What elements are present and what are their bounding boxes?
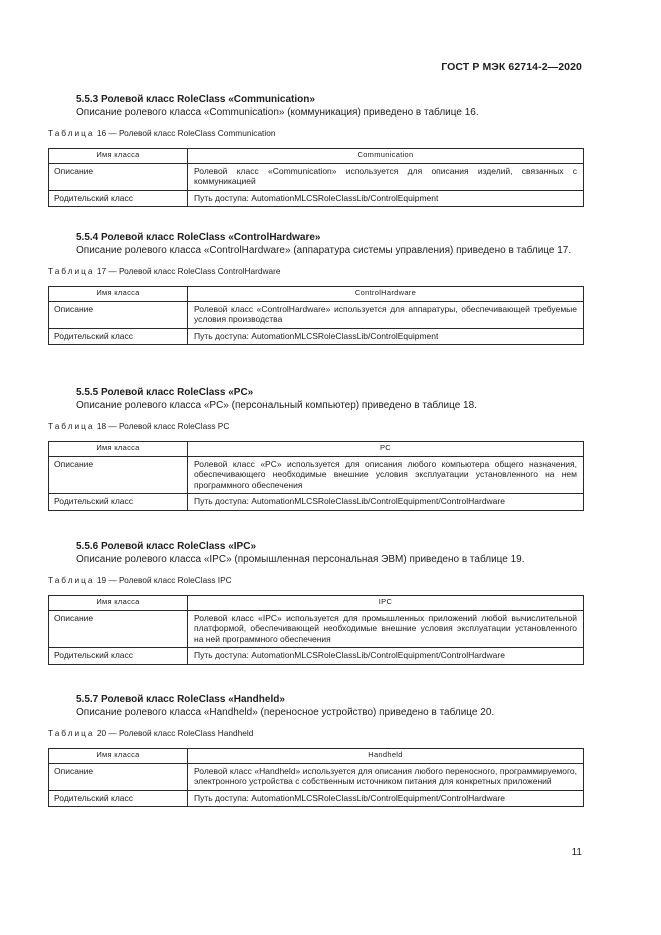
column-header-name: Имя класса xyxy=(49,287,188,302)
table-caption-text: 17 — Ролевой класс RoleClass ControlHardware xyxy=(94,266,281,276)
table-caption-text: 19 — Ролевой класс RoleClass IPC xyxy=(94,575,232,585)
column-header-name: Имя класса xyxy=(49,749,188,764)
row-label: Родительский класс xyxy=(49,494,188,511)
section-title: 5.5.4 Ролевой класс RoleClass «ControlHardware» xyxy=(76,232,321,243)
table-caption-word: Таблица xyxy=(48,266,95,276)
role-class-table xyxy=(48,286,584,345)
table-row xyxy=(49,163,584,190)
row-value: Ролевой класс «Handheld» используется для описания любого переносного, программируемого, электронного устройства с собственным источником питания для конкретных приложений xyxy=(188,763,584,790)
column-header-name: Имя класса xyxy=(49,442,188,457)
row-label: Описание xyxy=(49,456,188,494)
section-pc xyxy=(48,386,584,511)
table-caption-text: 20 — Ролевой класс RoleClass Handheld xyxy=(94,728,254,738)
row-value: Путь доступа: AutomationMLCSRoleClassLib/ControlEquipment/ControlHardware xyxy=(188,648,584,665)
column-header-name: Имя класса xyxy=(49,596,188,611)
table-row xyxy=(49,648,584,665)
row-value: Путь доступа: AutomationMLCSRoleClassLib/ControlEquipment/ControlHardware xyxy=(188,790,584,807)
section-ipc xyxy=(48,540,584,665)
role-class-table xyxy=(48,748,584,807)
column-header-value: ControlHardware xyxy=(188,287,584,302)
row-value: Ролевой класс «PC» используется для описания любого компьютера общего назначения, обеспечивающего необходимые внешние условия эксплуатации установленного на нем программного обеспечения xyxy=(188,456,584,494)
table-header-row xyxy=(49,287,584,302)
table-caption xyxy=(48,128,584,139)
section-intro: Описание ролевого класса «ControlHardware» (аппаратура системы управления) приведено в таблице 17. xyxy=(76,245,572,256)
table-row xyxy=(49,456,584,494)
section-title: 5.5.3 Ролевой класс RoleClass «Communication» xyxy=(76,94,315,105)
row-label: Описание xyxy=(49,301,188,328)
table-row xyxy=(49,790,584,807)
table-row xyxy=(49,610,584,648)
section-intro: Описание ролевого класса «IPC» (промышленная персональная ЭВМ) приведено в таблице 19. xyxy=(76,554,525,565)
section-title: 5.5.7 Ролевой класс RoleClass «Handheld» xyxy=(76,694,285,705)
table-header-row xyxy=(49,442,584,457)
table-caption-text: 18 — Ролевой класс RoleClass PC xyxy=(94,421,230,431)
row-label: Описание xyxy=(49,763,188,790)
table-caption-word: Таблица xyxy=(48,421,95,431)
row-value: Ролевой класс «Communication» используется для описания изделий, связанных с коммуникацией xyxy=(188,163,584,190)
table-caption xyxy=(48,421,584,432)
row-value: Путь доступа: AutomationMLCSRoleClassLib/ControlEquipment/ControlHardware xyxy=(188,494,584,511)
section-intro: Описание ролевого класса «PC» (персональный компьютер) приведено в таблице 18. xyxy=(76,400,477,411)
column-header-value: Handheld xyxy=(188,749,584,764)
table-row xyxy=(49,328,584,345)
table-header-row xyxy=(49,596,584,611)
row-value: Ролевой класс «IPC» используется для промышленных приложений любой вычислительной платформой, обеспечивающей необходимые внешние условия эксплуатации установленного на ней программного обеспечения xyxy=(188,610,584,648)
row-label: Описание xyxy=(49,163,188,190)
row-value: Ролевой класс «ControlHardware» используется для аппаратуры, обеспечивающей требуемые условия производства xyxy=(188,301,584,328)
role-class-table xyxy=(48,441,584,511)
row-label: Родительский класс xyxy=(49,328,188,345)
row-label: Описание xyxy=(49,610,188,648)
table-row xyxy=(49,763,584,790)
document-header: ГОСТ Р МЭК 62714-2—2020 xyxy=(441,61,582,73)
page-number: 11 xyxy=(571,847,582,858)
row-value: Путь доступа: AutomationMLCSRoleClassLib/ControlEquipment xyxy=(188,328,584,345)
column-header-value: IPC xyxy=(188,596,584,611)
table-caption-word: Таблица xyxy=(48,575,95,585)
section-title: 5.5.6 Ролевой класс RoleClass «IPC» xyxy=(76,541,256,552)
section-handheld xyxy=(48,693,584,807)
role-class-table xyxy=(48,148,584,207)
table-caption-word: Таблица xyxy=(48,728,95,738)
column-header-value: PC xyxy=(188,442,584,457)
table-row xyxy=(49,190,584,207)
table-caption-word: Таблица xyxy=(48,128,95,138)
row-label: Родительский класс xyxy=(49,648,188,665)
table-row xyxy=(49,301,584,328)
section-intro: Описание ролевого класса «Handheld» (переносное устройство) приведено в таблице 20. xyxy=(76,707,495,718)
row-label: Родительский класс xyxy=(49,190,188,207)
table-header-row xyxy=(49,749,584,764)
column-header-name: Имя класса xyxy=(49,149,188,164)
table-header-row xyxy=(49,149,584,164)
table-row xyxy=(49,494,584,511)
section-intro: Описание ролевого класса «Communication» (коммуникация) приведено в таблице 16. xyxy=(76,107,479,118)
table-caption xyxy=(48,575,584,586)
row-label: Родительский класс xyxy=(49,790,188,807)
column-header-value: Communication xyxy=(188,149,584,164)
table-caption-text: 16 — Ролевой класс RoleClass Communication xyxy=(94,128,276,138)
row-value: Путь доступа: AutomationMLCSRoleClassLib/ControlEquipment xyxy=(188,190,584,207)
section-title: 5.5.5 Ролевой класс RoleClass «PC» xyxy=(76,387,254,398)
table-caption xyxy=(48,728,584,739)
role-class-table xyxy=(48,595,584,665)
section-controlhardware xyxy=(48,231,584,345)
table-caption xyxy=(48,266,584,277)
section-communication xyxy=(48,93,584,207)
